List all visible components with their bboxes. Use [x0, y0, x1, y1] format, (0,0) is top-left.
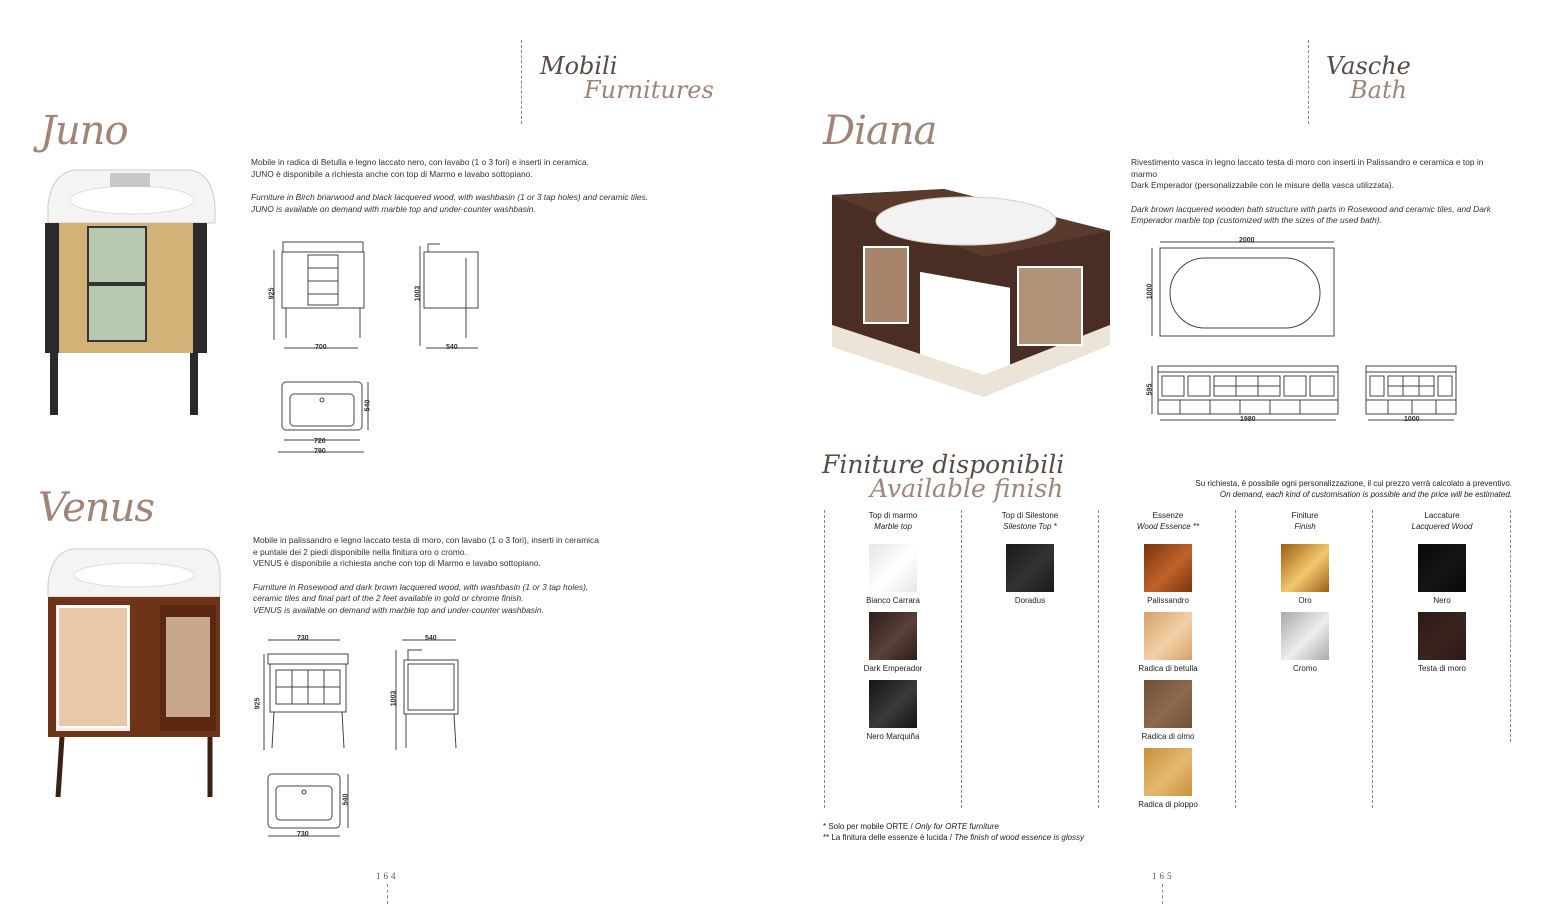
swatch-item[interactable]	[1392, 544, 1492, 605]
swatch-nero-marquina	[869, 680, 917, 728]
finish-col-divider	[1510, 510, 1511, 742]
diana-desc-it-1: Rivestimento vasca in legno laccato testa di moro con inserti in Palissandro e ceramica e top in marmo	[1131, 157, 1484, 179]
finish-col-wood	[1118, 510, 1218, 532]
venus-product-image	[44, 545, 224, 803]
venus-desc-it-2: e puntale dei 2 piedi disponibile nella finitura oro o cromo.	[253, 546, 467, 557]
footnote-2	[823, 832, 1084, 844]
diana-description	[1131, 157, 1511, 227]
finish-col-header-en: Wood Essence **	[1136, 522, 1200, 531]
juno-desc-it-1: Mobile in radica di Betulla e legno laccato nero, con lavabo (1 o 3 fori) e inserti in ceramica.	[251, 157, 589, 167]
header-divider	[521, 40, 522, 124]
page-number-left-rule	[387, 884, 388, 904]
juno-desc-it-2: JUNO è disponibile a richiesta anche con top di Marmo e lavabo sottopiano.	[251, 168, 533, 179]
swatch-item[interactable]	[1392, 612, 1492, 673]
juno-desc-en-1: Furniture in Birch briarwood and black lacquered wood, with washbasin (1 or 3 tap holes) and ceramic tiles.	[251, 192, 649, 202]
juno-desc-en-2: JUNO is available on demand with marble top and under-counter washbasin.	[251, 203, 536, 214]
diana-desc-en-2: Emperador marble top (customized with the sizes of the used bath).	[1131, 215, 1382, 225]
finish-col-header-it: Laccature	[1424, 511, 1460, 520]
swatch-label: Nero	[1433, 596, 1451, 605]
finishes-note	[1060, 478, 1512, 500]
swatch-label: Doradus	[1014, 596, 1046, 605]
finish-col-header-it: Top di Silestone	[1001, 511, 1059, 520]
juno-description	[251, 157, 681, 215]
swatch-label: Dark Emperador	[863, 664, 923, 673]
section-header-it: Mobili	[540, 52, 618, 80]
header-divider-right	[1308, 40, 1309, 124]
product-title-venus: Venus	[38, 485, 154, 531]
juno-product-image	[40, 165, 220, 420]
page-number-right-rule	[1162, 884, 1163, 904]
finish-col-finish	[1255, 510, 1355, 532]
finish-col-divider	[1235, 510, 1236, 808]
swatch-item[interactable]	[843, 680, 943, 741]
swatch-testa-di-moro	[1418, 612, 1466, 660]
finishes-note-it: Su richiesta, è possibile ogni personalizzazione, il cui prezzo verrà calcolato a preventivo.	[1195, 479, 1512, 488]
swatch-label: Radica di pioppo	[1138, 800, 1198, 809]
venus-side-width: 540	[425, 635, 437, 642]
diana-desc-it-2: Dark Emperador (personalizzabile con le misure della vasca utilizzata).	[1131, 180, 1394, 190]
finish-col-silestone	[980, 510, 1080, 532]
swatch-label: Bianco Carrara	[866, 596, 920, 605]
finish-col-divider	[1372, 510, 1373, 808]
finish-col-header-it: Essenze	[1152, 511, 1184, 520]
swatch-doradus	[1006, 544, 1054, 592]
venus-top-drawing	[264, 770, 354, 842]
juno-front-height: 925	[268, 287, 276, 300]
finish-col-divider	[824, 510, 825, 808]
finish-col-header-en: Finish	[1294, 522, 1316, 531]
finish-col-divider	[961, 510, 962, 808]
finish-col-header-it: Finiture	[1291, 511, 1319, 520]
finish-col-divider	[1098, 510, 1099, 808]
swatch-label: Radica di olmo	[1141, 732, 1195, 741]
juno-top-depth: 540	[364, 399, 372, 412]
swatch-radica-olmo	[1144, 680, 1192, 728]
section-header-it-right: Vasche	[1326, 52, 1411, 80]
venus-description	[253, 535, 683, 616]
diana-top-drawing	[1150, 236, 1340, 340]
swatch-item[interactable]	[1118, 680, 1218, 741]
swatch-item[interactable]	[1255, 612, 1355, 673]
juno-top-width-2: 790	[314, 448, 326, 455]
swatch-item[interactable]	[843, 544, 943, 605]
venus-front-height: 925	[254, 697, 262, 710]
swatch-radica-betulla	[1144, 612, 1192, 660]
footnote-2-it: ** La finitura delle essenze è lucida /	[823, 833, 955, 842]
venus-desc-it-3: VENUS è disponibile a richiesta anche con top di Marmo e lavabo sottopiano.	[253, 558, 541, 568]
swatch-label: Testa di moro	[1417, 664, 1467, 673]
swatch-dark-emperador	[869, 612, 917, 660]
swatch-label: Radica di betulla	[1138, 664, 1198, 673]
finish-col-header-en: Silestone Top *	[1003, 522, 1057, 531]
finish-col-header-en: Marble top	[874, 522, 912, 531]
swatch-label: Oro	[1298, 596, 1312, 605]
venus-side-drawing	[392, 634, 462, 754]
finish-col-header-en: Lacquered Wood	[1411, 522, 1473, 531]
footnote-2-en: The finish of wood essence is glossy	[954, 833, 1085, 842]
diana-top-width: 2000	[1239, 237, 1255, 244]
page-number-left: 164	[376, 871, 399, 881]
section-header-en-right: Bath	[1350, 76, 1408, 104]
swatch-palissandro	[1144, 544, 1192, 592]
diana-top-height: 1000	[1146, 283, 1154, 300]
juno-side-drawing	[418, 238, 483, 360]
finish-col-header-it: Top di marmo	[868, 511, 918, 520]
venus-desc-en-1: Furniture in Rosewood and dark brown lacquered wood, with washbasin (1 or 3 tap holes),	[253, 581, 589, 592]
venus-front-drawing	[262, 634, 357, 754]
venus-side-height: 1003	[390, 690, 398, 707]
finish-col-lacquer	[1392, 510, 1492, 532]
finishes-title-it: Finiture disponibili	[822, 450, 1065, 479]
venus-desc-it-1: Mobile in palissandro e legno laccato testa di moro, con lavabo (1 o 3 fori), inserti in ceramica	[253, 535, 599, 545]
juno-side-height: 1003	[414, 285, 422, 302]
page-number-right: 165	[1152, 871, 1175, 881]
swatch-item[interactable]	[980, 544, 1080, 605]
swatch-label: Nero Marquiña	[866, 732, 920, 741]
swatch-nero	[1418, 544, 1466, 592]
swatch-bianco-carrara	[869, 544, 917, 592]
venus-front-width: 730	[297, 635, 309, 642]
swatch-label: Cromo	[1292, 664, 1317, 673]
venus-desc-en-3: VENUS is available on demand with marble top and under-counter washbasin.	[253, 604, 544, 615]
swatch-item[interactable]	[1118, 544, 1218, 605]
swatch-oro	[1281, 544, 1329, 592]
diana-front-height: 595	[1146, 383, 1154, 396]
swatch-item[interactable]	[1118, 748, 1218, 809]
diana-front-width: 1980	[1240, 416, 1256, 423]
swatch-label: Palissandro	[1147, 596, 1189, 605]
juno-front-drawing	[268, 238, 378, 360]
juno-top-drawing	[276, 378, 376, 458]
product-title-diana: Diana	[823, 108, 937, 154]
swatch-item[interactable]	[843, 612, 943, 673]
product-title-juno: Juno	[40, 108, 128, 154]
diana-desc-en-1: Dark brown lacquered wooden bath structure with parts in Rosewood and ceramic tiles, and Dark	[1131, 203, 1491, 214]
swatch-radica-pioppo	[1144, 748, 1192, 796]
diana-product-image	[824, 175, 1114, 400]
finishes-note-en: On demand, each kind of customisation is possible and the price will be estimated.	[1219, 490, 1512, 499]
finishes-title-en: Available finish	[870, 474, 1064, 503]
juno-top-width-1: 720	[314, 438, 326, 445]
swatch-cromo	[1281, 612, 1329, 660]
finish-col-marble	[843, 510, 943, 532]
juno-side-width: 540	[446, 344, 458, 351]
venus-desc-en-2: ceramic tiles and final part of the 2 feet available in gold or chrome finish.	[253, 593, 524, 603]
venus-top-depth: 540	[342, 793, 350, 806]
venus-top-width: 730	[297, 831, 309, 838]
juno-front-width: 700	[315, 344, 327, 351]
section-header-en: Furnitures	[584, 76, 714, 104]
footnote-1-it: * Solo per mobile ORTE /	[823, 822, 915, 831]
swatch-item[interactable]	[1255, 544, 1355, 605]
swatch-item[interactable]	[1118, 612, 1218, 673]
diana-side-width: 1000	[1404, 416, 1420, 423]
footnote-1-en: Only for ORTE furniture	[914, 822, 999, 831]
